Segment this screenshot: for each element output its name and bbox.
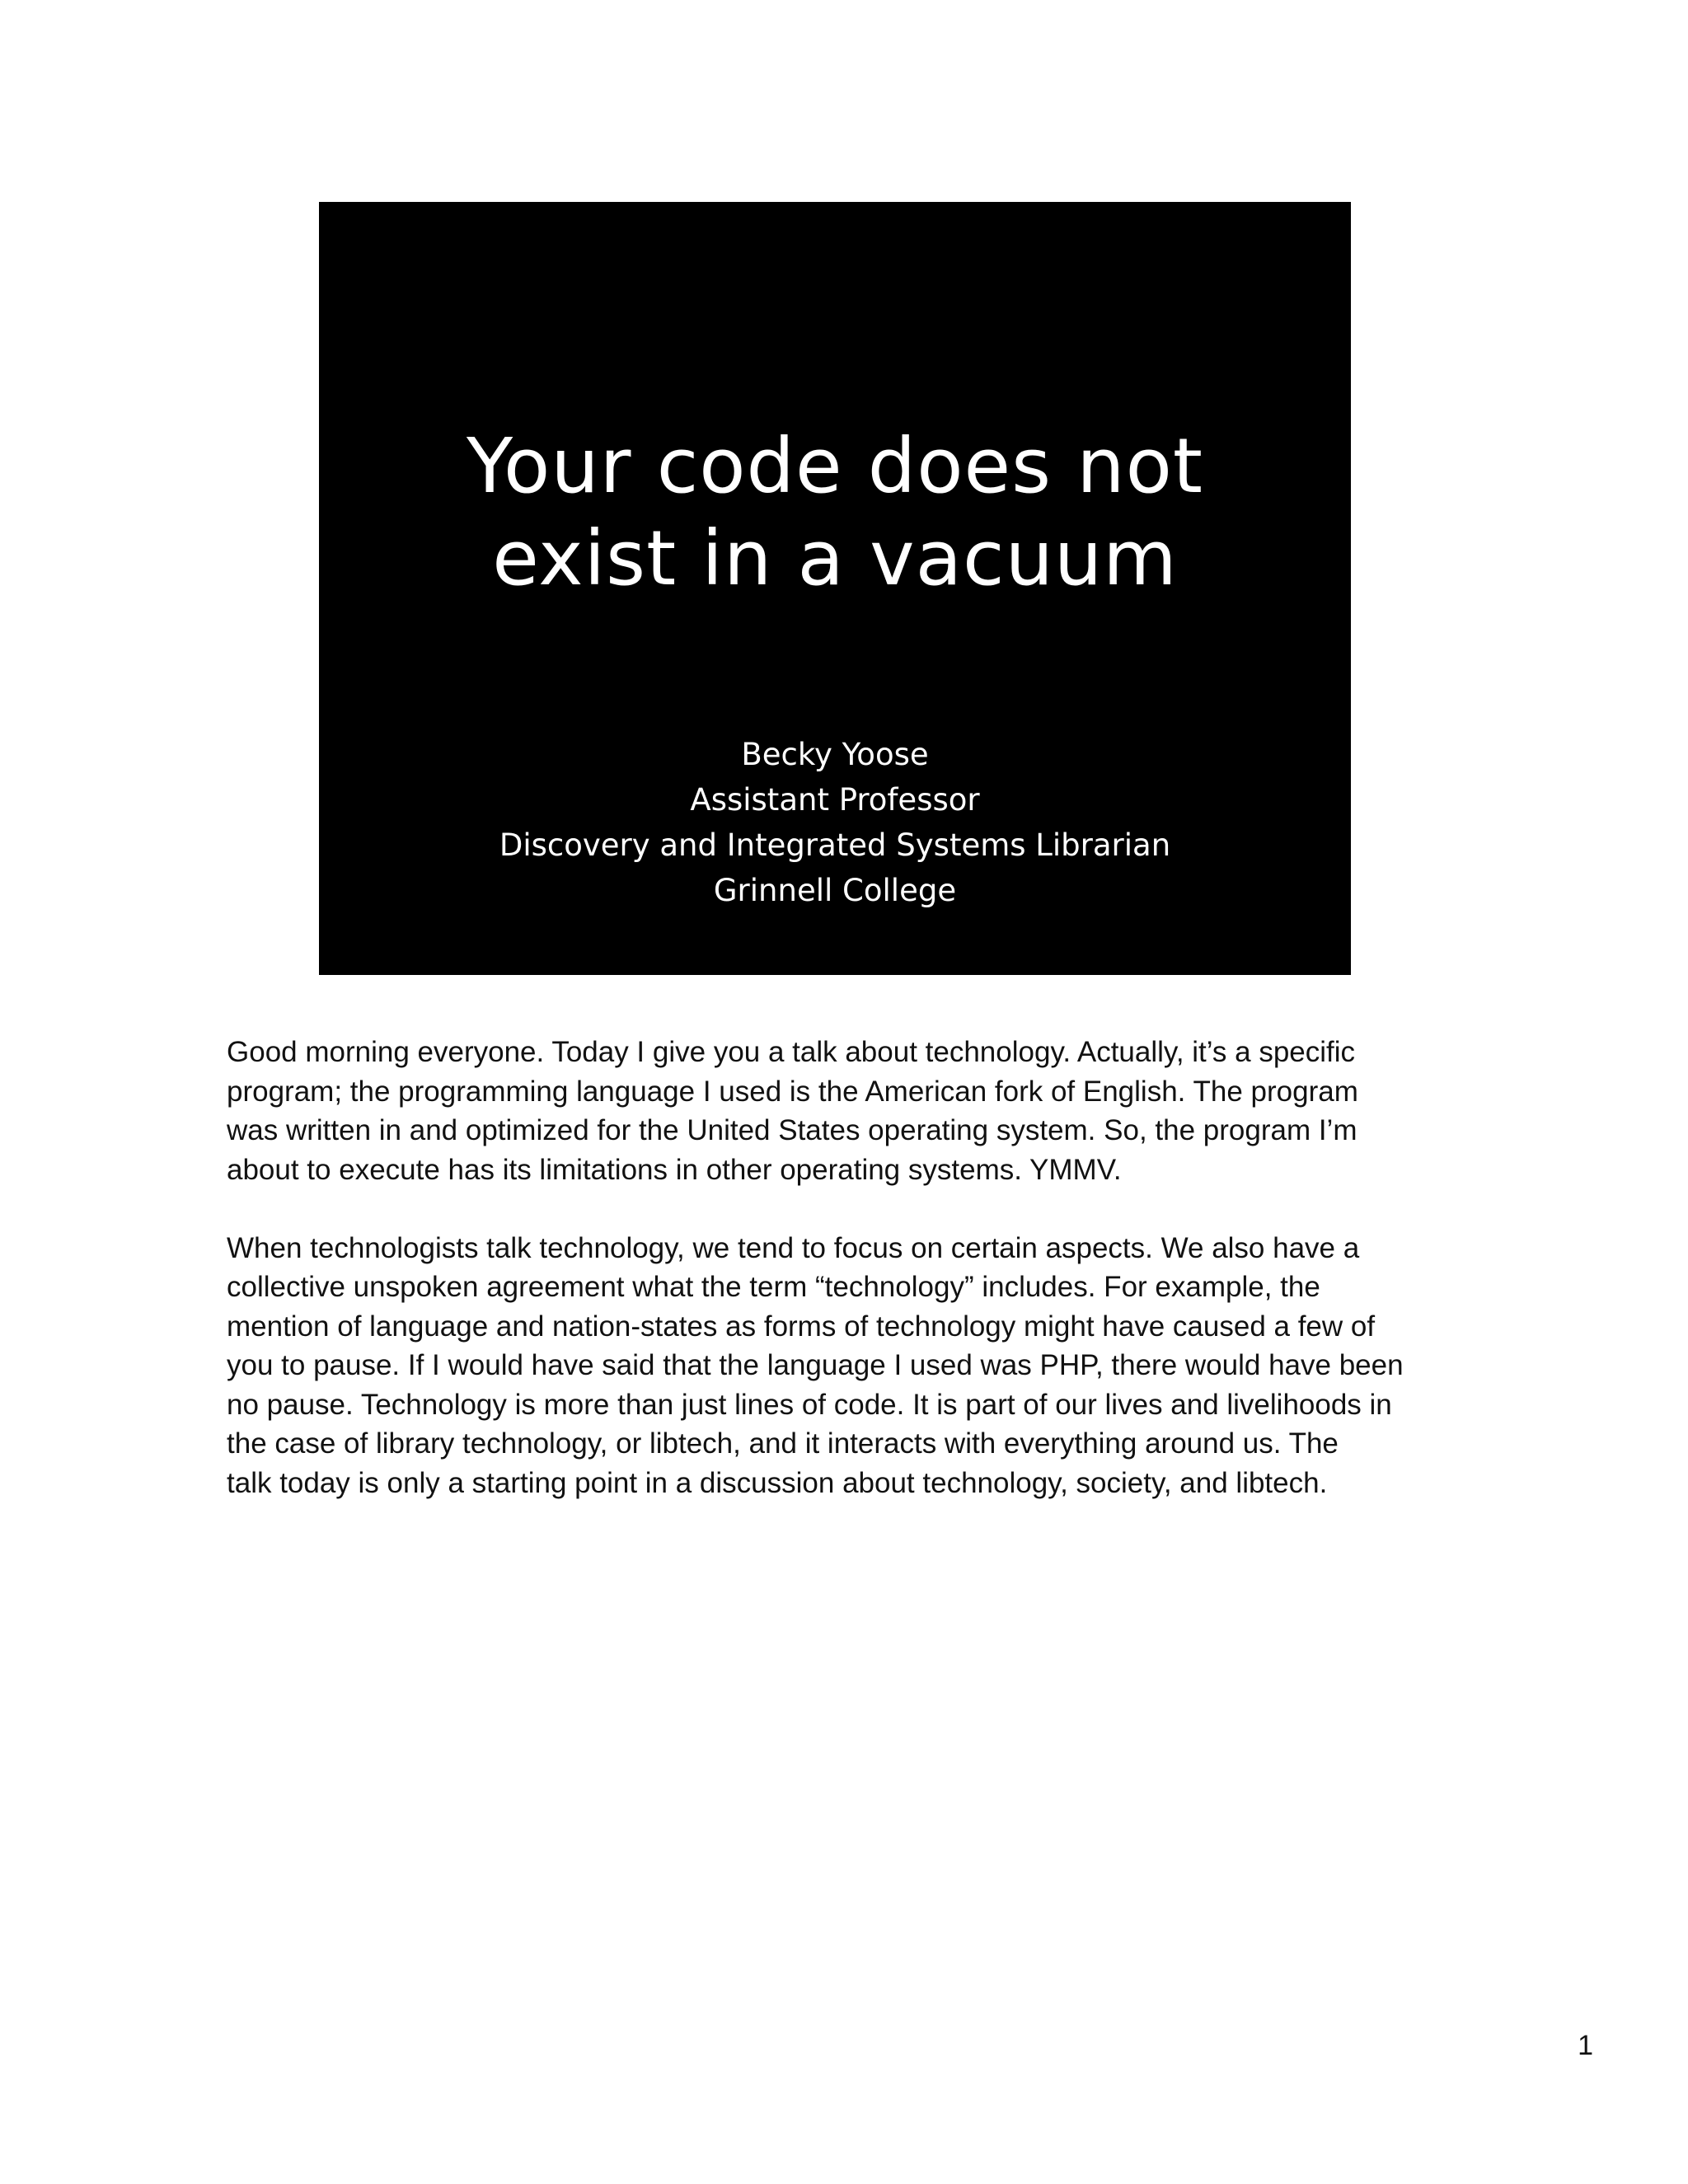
notes-line: collective unspoken agreement what the term “technology” includes. For example, the — [227, 1271, 1320, 1303]
author-name: Becky Yoose — [741, 737, 929, 772]
notes-line: When technologists talk technology, we tend to focus on certain aspects. We also have a — [227, 1231, 1360, 1264]
slide-title — [319, 420, 1351, 605]
notes-line: the case of library technology, or libtech, and it interacts with everything around us. The — [227, 1427, 1339, 1460]
slide-byline — [319, 732, 1351, 913]
notes-line: about to execute has its limitations in other operating systems. YMMV. — [227, 1153, 1122, 1186]
speaker-notes — [227, 1033, 1479, 1542]
author-role: Discovery and Integrated Systems Librarian — [499, 827, 1171, 863]
notes-line: mention of language and nation-states as forms of technology might have caused a few of — [227, 1310, 1376, 1343]
notes-line: was written in and optimized for the United States operating system. So, the program I’m — [227, 1114, 1357, 1146]
notes-line: no pause. Technology is more than just lines of code. It is part of our lives and livelihoods in — [227, 1388, 1392, 1421]
notes-paragraph — [227, 1229, 1479, 1503]
page-number: 1 — [1578, 2030, 1593, 2061]
slide-title-line: Your code does not — [467, 422, 1203, 510]
slide-image — [319, 202, 1351, 975]
notes-line: talk today is only a starting point in a discussion about technology, society, and libtech. — [227, 1466, 1328, 1499]
slide-title-line: exist in a vacuum — [492, 514, 1178, 602]
notes-line: program; the programming language I used is the American fork of English. The program — [227, 1075, 1358, 1108]
author-institution: Grinnell College — [713, 873, 957, 908]
notes-line: you to pause. If I would have said that the language I used was PHP, there would have been — [227, 1349, 1404, 1381]
notes-line: Good morning everyone. Today I give you a talk about technology. Actually, it’s a specific — [227, 1036, 1356, 1068]
author-title: Assistant Professor — [690, 782, 980, 818]
notes-paragraph — [227, 1033, 1479, 1189]
